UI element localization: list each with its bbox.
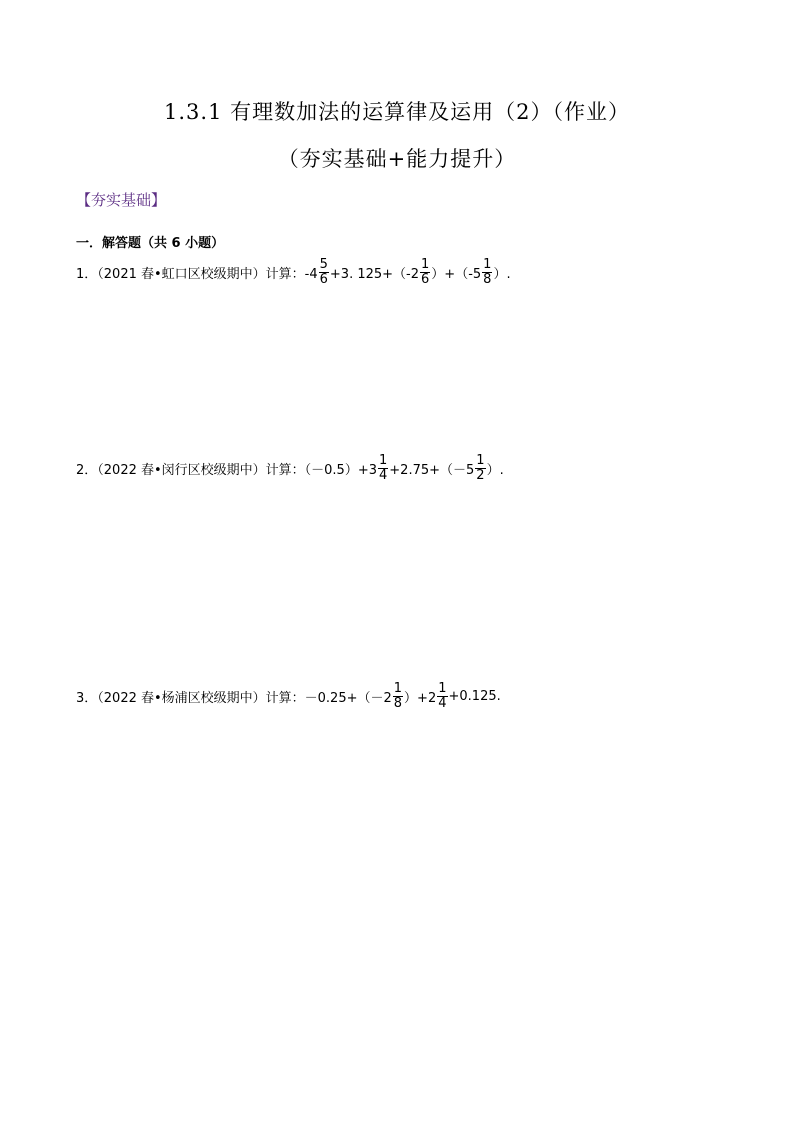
fraction xyxy=(393,682,403,711)
fraction-denominator: 6 xyxy=(421,272,430,287)
problem-1-mid-1: +3. 125+（-2 xyxy=(329,267,420,282)
fraction-denominator: 4 xyxy=(379,468,388,483)
problem-1-mid-2: ）+（-5 xyxy=(431,267,482,282)
fraction-denominator: 8 xyxy=(393,696,403,711)
fraction xyxy=(482,258,492,287)
page-title: 1.3.1 有理数加法的运算律及运用（2）（作业） xyxy=(164,100,630,124)
fraction-numerator: 1 xyxy=(476,453,485,468)
fraction xyxy=(437,682,447,711)
fraction xyxy=(319,258,329,287)
fraction xyxy=(420,258,430,287)
problem-1 xyxy=(76,258,511,287)
problem-3 xyxy=(76,682,501,711)
problem-2 xyxy=(76,454,504,483)
section-tag: 【夯实基础】 xyxy=(76,191,167,209)
fraction-denominator: 2 xyxy=(476,468,485,483)
page-subtitle: （夯实基础+能力提升） xyxy=(277,147,517,171)
problem-1-prefix: 1．（2021 春•虹口区校级期中）计算：-4 xyxy=(76,267,318,282)
part-heading: 一．解答题（共 6 小题） xyxy=(76,236,225,251)
fraction-denominator: 4 xyxy=(438,696,447,711)
fraction xyxy=(475,454,485,483)
problem-1-suffix: ）. xyxy=(493,267,511,282)
fraction-numerator: 1 xyxy=(379,453,388,468)
problem-2-mid-1: +2.75+（－5 xyxy=(389,463,475,478)
fraction-numerator: 1 xyxy=(483,257,492,272)
fraction-denominator: 6 xyxy=(319,272,328,287)
fraction-numerator: 1 xyxy=(421,257,430,272)
fraction-numerator: 1 xyxy=(438,681,447,696)
problem-3-suffix: +0.125. xyxy=(448,689,501,704)
problem-3-mid-1: ）+2 xyxy=(404,691,437,706)
fraction-denominator: 8 xyxy=(483,272,492,287)
fraction-numerator: 1 xyxy=(393,681,403,696)
problem-2-prefix: 2．（2022 春•闵行区校级期中）计算：（－0.5）+3 xyxy=(76,463,377,478)
problem-2-suffix: ）. xyxy=(486,463,504,478)
fraction-numerator: 5 xyxy=(319,257,328,272)
problem-3-prefix: 3．（2022 春•杨浦区校级期中）计算：－0.25+（－2 xyxy=(76,691,392,706)
fraction xyxy=(378,454,388,483)
